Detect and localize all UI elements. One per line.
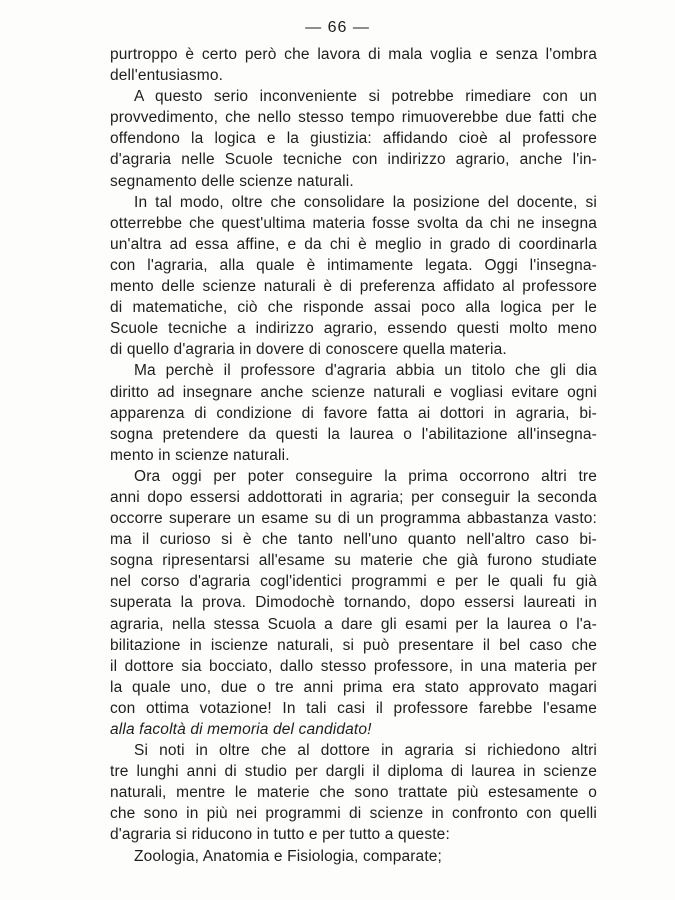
text-line: superata la prova. Dimodochè tornando, dopo essersi laureati in — [110, 594, 597, 612]
text-line: Scuole tecniche a indirizzo agrario, essendo questi molto meno — [110, 320, 597, 338]
page-number: — 66 — — [305, 19, 370, 36]
text-line: bilitazione in iscienze naturali, si può presentare il bel caso che — [110, 636, 597, 654]
text-line: un'altra ad essa affine, e da chi è meglio in grado di coordinarla — [110, 235, 597, 253]
text-line: naturali, mentre le materie che sono trattate più estesamente o — [110, 784, 597, 802]
text-line: d'agraria nelle Scuole tecniche con indirizzo agrario, anche l'in- — [110, 151, 597, 169]
text-line: A questo serio inconveniente si potrebbe rimediare con un — [134, 88, 597, 106]
text-line: offendono la logica e la giustizia: affidando cioè al professore — [110, 130, 597, 148]
text-line: tre lunghi anni di studio per dargli il diploma di laurea in scienze — [110, 763, 597, 781]
text-line: sogna pretendere da questi la laurea o l'abilitazione all'insegna- — [110, 425, 597, 443]
body-text — [110, 44, 597, 867]
italic-text: alla facoltà di memoria del candidato! — [110, 721, 372, 738]
text-line: anni dopo essersi addottorati in agraria; per conseguir la seconda — [110, 488, 597, 506]
text-line: segnamento delle scienze naturali. — [110, 172, 354, 190]
text-line: Si noti in oltre che al dottore in agraria si richiedono altri — [134, 742, 597, 760]
text-line: di quello d'agraria in dovere di conoscere quella materia. — [110, 341, 507, 359]
text-line: Zoologia, Anatomia e Fisiologia, comparate; — [134, 847, 443, 865]
text-line: purtroppo è certo però che lavora di mala voglia e senza l'ombra — [110, 46, 597, 63]
text-line: mento delle scienze naturali è di preferenza affidato al professore — [110, 278, 597, 296]
text-line: Ma perchè il professore d'agraria abbia un titolo che gli dia — [134, 362, 597, 380]
text-line — [110, 719, 597, 740]
text-line: d'agraria si riducono in tutto e per tutto a queste: — [110, 826, 450, 844]
text-line: il dottore sia bocciato, dallo stesso professore, in una materia per — [110, 657, 597, 675]
text-line: con l'agraria, alla quale è intimamente legata. Oggi l'insegna- — [110, 256, 597, 274]
text-line: dell'entusiasmo. — [110, 67, 224, 85]
text-line: agraria, nella stessa Scuola a dare gli esami per la laurea o l'a- — [110, 615, 597, 633]
text-line: otterrebbe che quest'ultima materia fosse svolta da chi ne insegna — [110, 214, 597, 232]
text-line: di matematiche, ciò che risponde assai poco alla logica per le — [110, 299, 597, 317]
text-line: sogna ripresentarsi all'esame su materie che già furono studiate — [110, 552, 597, 570]
text-line: la quale uno, due o tre anni prima era stato approvato magari — [110, 678, 597, 696]
text-line: occorre superare un esame su di un programma abbastanza vasto: — [110, 510, 597, 528]
text-line: che sono in più nei programmi di scienze in confronto con quelli — [110, 805, 597, 823]
text-line: con ottima votazione! In tali casi il professore farebbe l'esame — [110, 699, 597, 717]
text-line: nel corso d'agraria cogl'identici programmi e per le quali fu già — [110, 573, 597, 591]
text-line: Ora oggi per poter conseguire la prima occorrono altri tre — [134, 467, 597, 485]
text-line: mento in scienze naturali. — [110, 446, 290, 464]
text-line: ma il curioso si è che tanto nell'uno quanto nell'altro caso bi- — [110, 531, 597, 549]
text-line: In tal modo, oltre che consolidare la posizione del docente, si — [134, 193, 597, 211]
text-line: diritto ad insegnare anche scienze naturali e vogliasi evitare ogni — [110, 383, 597, 401]
text-line: provvedimento, che nello stesso tempo rimuoverebbe due fatti che — [110, 109, 597, 127]
text-line: apparenza di condizione di favore fatta ai dottori in agraria, bi- — [110, 404, 597, 422]
